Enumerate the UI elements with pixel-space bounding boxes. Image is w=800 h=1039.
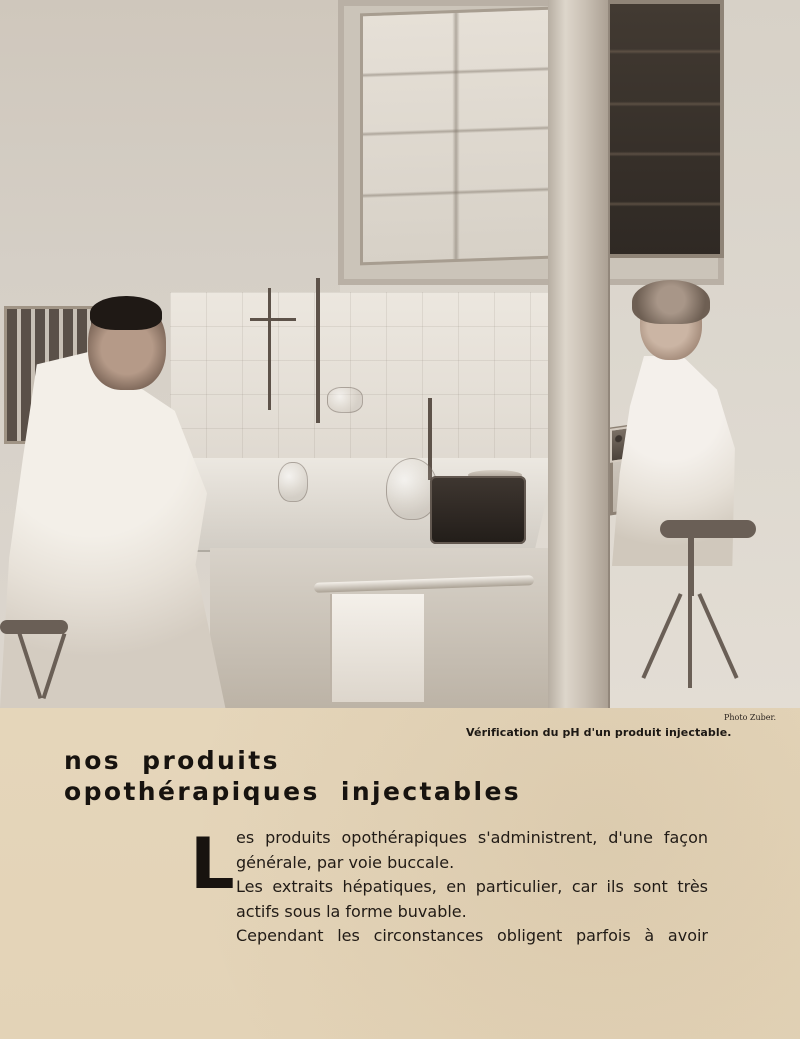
headline-line-1: nos produits — [64, 746, 280, 775]
drop-cap: L — [190, 823, 235, 905]
stool-seat — [660, 520, 756, 538]
paragraph-1: es produits opothérapiques s'administrent, d'une façon générale, par voie buccale. — [236, 828, 708, 872]
headline-line-2: opothérapiques injectables — [64, 777, 522, 806]
window-pane-left — [360, 7, 552, 266]
article-body — [236, 826, 708, 949]
lab-stand-arm — [250, 318, 296, 321]
window-post — [548, 0, 610, 708]
stool-seat — [0, 620, 68, 634]
lab-stand — [316, 278, 320, 423]
article-headline — [64, 745, 564, 807]
photo-caption: Vérification du pH d'un produit injectable. — [466, 726, 732, 739]
photo-credit: Photo Zuber. — [724, 713, 776, 722]
glass-flask — [327, 387, 363, 413]
towel — [330, 594, 424, 702]
laboratory-scale — [430, 476, 526, 544]
paragraph-3: Cependant les circonstances obligent parfois à avoir — [236, 926, 708, 945]
man-hair — [90, 296, 162, 330]
paragraph-2: Les extraits hépatiques, en particulier, car ils sont très actifs sous la forme buvable. — [236, 877, 708, 921]
window-pane-right — [606, 0, 724, 258]
stool-leg — [688, 590, 692, 688]
glass-flask — [278, 462, 308, 502]
woman-hair — [632, 280, 710, 324]
lab-stand — [268, 288, 271, 410]
stool-post — [688, 536, 694, 596]
